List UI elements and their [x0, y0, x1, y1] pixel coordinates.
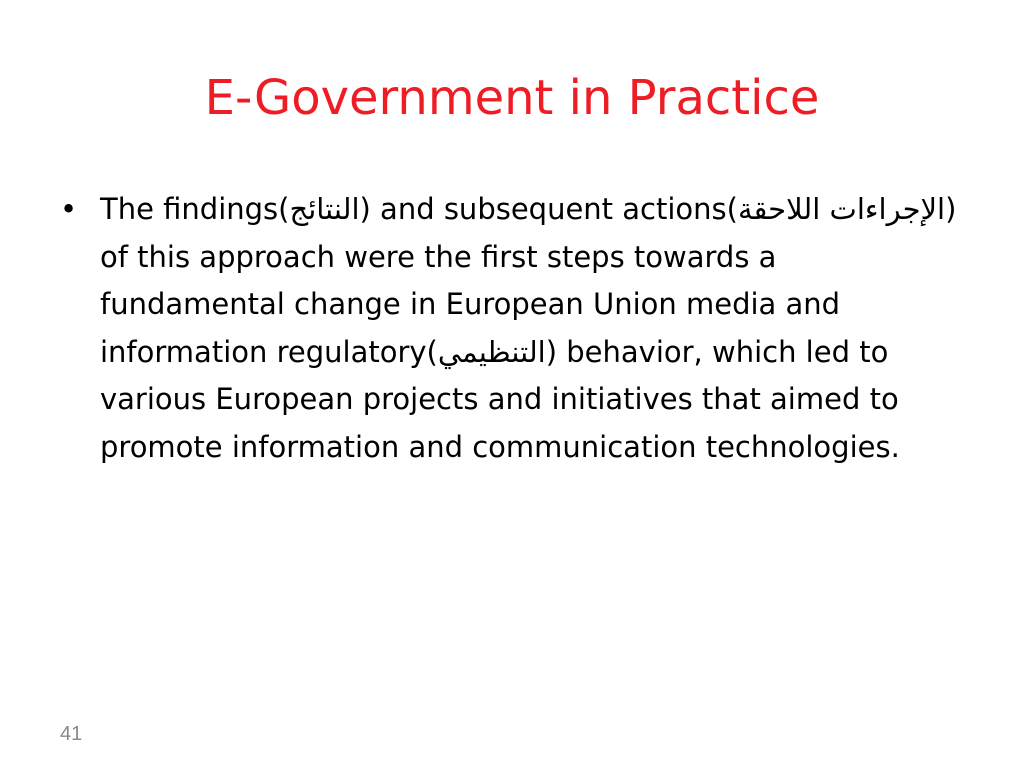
- bullet-list: [54, 186, 964, 471]
- arabic-term-actions: الإجراءات اللاحقة: [737, 192, 946, 226]
- arabic-term-findings: النتائج: [289, 192, 360, 226]
- bullet-text-3: ) of this approach were the first steps towards a fundamental change in European Union media and information regulatory(: [100, 192, 957, 369]
- bullet-icon: •: [60, 192, 78, 226]
- bullet-text-1: The findings(: [100, 192, 290, 226]
- bullet-text-2: ) and subsequent actions(: [359, 192, 738, 226]
- page-number: 41: [60, 723, 83, 745]
- bullet-item: [54, 186, 964, 471]
- bullet-text-4: ) behavior, which led to various European projects and initiatives that aimed to promote information and communication technologies.: [100, 334, 900, 464]
- slide-title: E-Government in Practice: [204, 70, 820, 126]
- arabic-term-regulatory: التنظيمي: [437, 334, 546, 369]
